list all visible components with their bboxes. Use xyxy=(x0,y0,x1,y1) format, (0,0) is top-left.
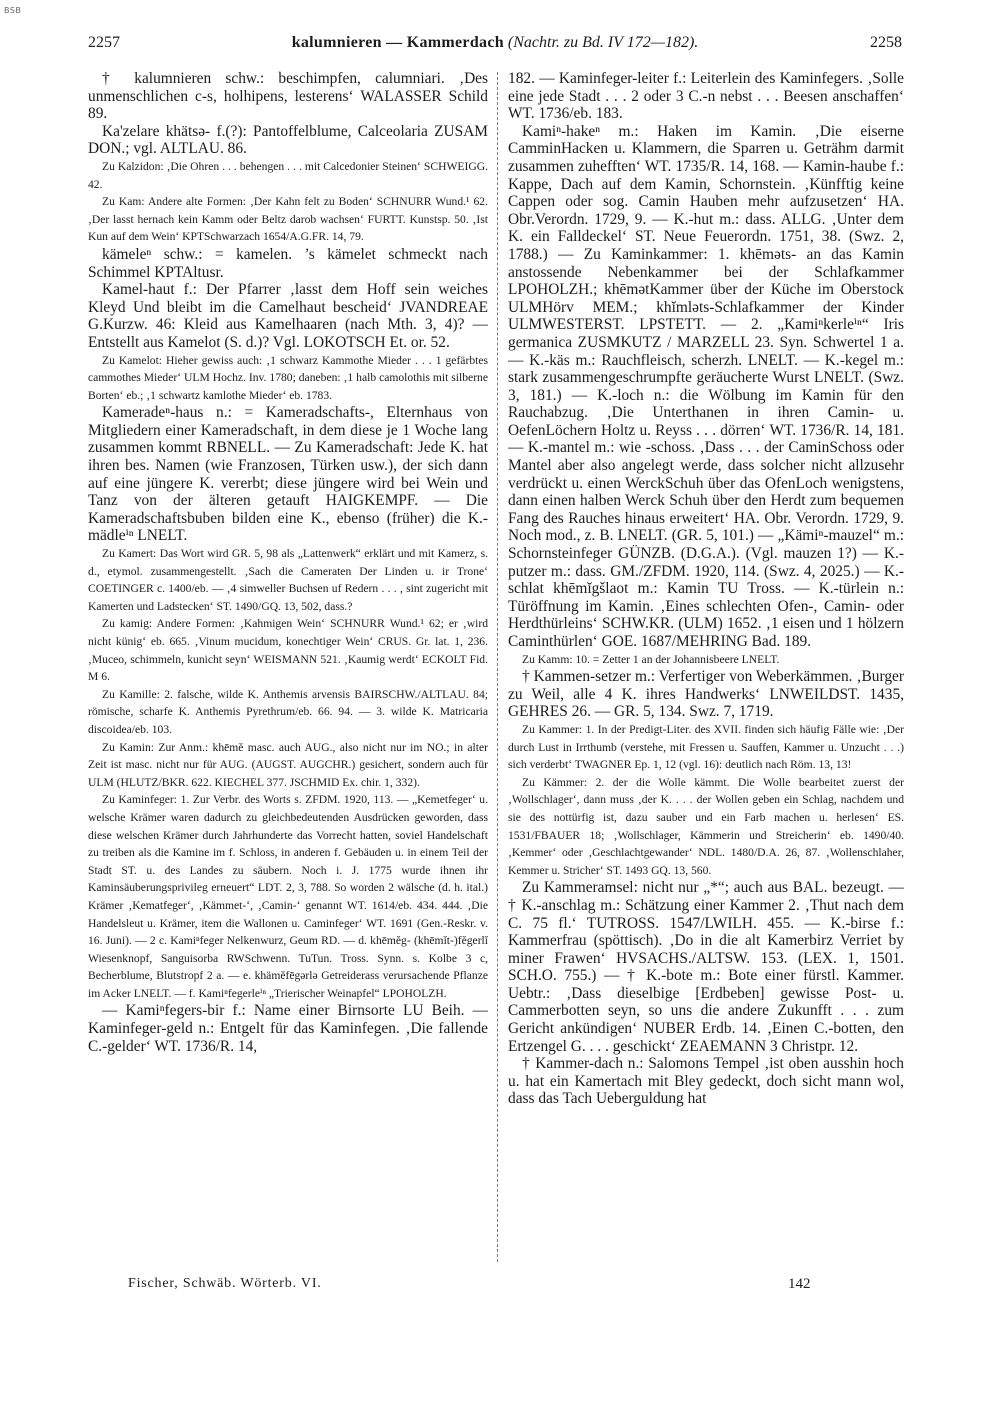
page-header xyxy=(88,34,902,58)
dictionary-entry: Zu Kamille: 2. falsche, wilde K. Anthemis arvensis BAIRSCHW./ALTLAU. 84; römische, scharfe K. Anthemis Pyrethrum/eb. 66. 94. — 3. wilde K. Matricaria discoidea/eb. 103. xyxy=(88,687,488,736)
dictionary-entry: Zu Kamin: Zur Anm.: khēmĕ masc. auch AUG., also nicht nur im NO.; in alter Zeit ist masc. nicht nur für AUG. (AUGST. AUGCHR.) gesichert, sondern auch für ULM (HLUTZ/BKR. 622. KIECHEL 377. JSCHMID Ex. chir. 1, 332). xyxy=(88,740,488,789)
footer-signature: 142 xyxy=(788,1276,811,1292)
dictionary-entry: Kameradeⁿ-haus n.: = Kameradschafts-, Elternhaus von Mitgliedern einer Kameradschaft, in dem diese je 1 Woche lang zusammen kommt RBNELL. — Zu Kameradschaft: Jede K. hat ihren bes. Namen (wie Franzosen, Türken usw.), der sich dann auf eine jüngere K. vererbt; diese jüngere wird bei Wein und Tanz von der älteren getauft HAIGKEMPF. — Die Kameradschaftsbuben bilden eine K., ebenso (früher) die K.-mädleⁱⁿ LNELT. xyxy=(88,404,488,545)
dictionary-entry: Zu Kämmer: 2. der die Wolle kämmt. Die Wolle bearbeitet zuerst der ‚Wollschlager‘, dann muss ‚der K. . . . der Wollen geben ein Schlag, nachdem und sie des nottürfig ist, dazu sauber und ein Farb machen u. herlesen‘ ES. 1531/FBAUER 18; ‚Wollschlager, Kämmerin und Streicherin‘ eb. 1490/40. ‚Kemmer‘ oder ‚Geschlachtgewander‘ NDL. 1480/D.A. 26, 87. ‚Wollenschlaher, Kemmer u. Stricher‘ ST. 1493 GQ. 13, 560. xyxy=(508,775,904,877)
running-title-note: (Nachtr. zu Bd. IV 172—182). xyxy=(507,34,699,51)
column-divider xyxy=(497,72,498,1262)
footer-source: Fischer, Schwäb. Wörterb. VI. xyxy=(128,1276,322,1291)
running-title xyxy=(88,34,902,52)
dictionary-entry: Zu Kamm: 10. = Zetter 1 an der Johannisbeere LNELT. xyxy=(522,652,780,666)
dictionary-entry: Zu Kammeramsel: nicht nur „*“; auch aus BAL. bezeugt. — † K.-anschlag m.: Schätzung einer Kammer 2. ‚Thut nach dem C. 75 fl.‘ TUTROSS. 1547/LWILH. 455. — K.-birse f.: Kammerfrau (spöttisch). ‚Do in die alt Kamerbirz Verriet by miner Frawen‘ HVSACHS./ALTSW. 153. (LEX. 1, 1501. SCH.O. 755.) — † K.-bote m.: Bote einer fürstl. Kammer. Uebtr.: ‚Dass dieselbige [Erdbeben] gewisse Post- u. Cammerbotten seyn, so uns die andere Zukunfft . . . zum Gericht ankündigen‘ NUBER Erdb. 14. ‚Einen C.-botten, den Ertzengel G. . . . geschickt‘ ZEAEMANN 3 Christpr. 12. xyxy=(508,879,904,1055)
right-column xyxy=(508,70,904,1270)
library-stamp: BSB xyxy=(4,6,22,15)
dictionary-entry: Ka'zelare khätsə- f.(?): Pantoffelblume, Calceolaria ZUSAM DON.; vgl. ALTLAU. 86. xyxy=(88,122,488,158)
dictionary-entry: Zu Kamert: Das Wort wird GR. 5, 98 als „Lattenwerk“ erklärt und mit Kamerz, s. d., etymol. zusammengestellt. ‚Sach die Cameraten Der Linden u. ir Trone‘ COETINGER c. 1400/eb. — ‚4 simweller Buchsen uf Redern . . . , sint zugericht mit Kamerten und Ladstecken‘ ST. 1490/GQ. 13, 502, dass.? xyxy=(88,547,488,613)
dictionary-entry: kämeleⁿ schw.: = kamelen. ’s kämelet schmeckt nach Schimmel KPTAltusr. xyxy=(88,245,488,281)
left-column xyxy=(88,70,488,1270)
dictionary-entry: Zu kamig: Andere Formen: ‚Kahmigen Wein‘ SCHNURR Wund.¹ 62; er ‚wird nicht künig‘ eb. 665. ‚Vinum mucidum, konechtiger Wein‘ CRUS. Gr. lat. 1, 236. ‚Muceo, schimmeln, kunicht seyn‘ WEISMANN 521. ‚Kaumig werdt‘ ECKOLT Fid. M 6. xyxy=(88,617,488,684)
dictionary-entry: Zu Kam: Andere alte Formen: ‚Der Kahn felt zu Boden‘ SCHNURR Wund.¹ 62. ‚Der lasst hernach kein Kamm oder Beltz darob wachsen‘ FURTT. Kunstsp. 50. ‚Ist Kun auf dem Wein‘ KPTSchwarzach 1654/A.G.FR. 14, 79. xyxy=(88,195,488,244)
dictionary-entry: Kamiⁿ-hakeⁿ m.: Haken im Kamin. ‚Die eiserne CamminHacken u. Klammern, die Sparren u. Geträhm darmit zusammen zuhefften‘ WT. 1735/R. 14, 168. — Kamin-haube f.: Kappe, Dach auf dem Kamin, Schornstein. ‚Künfftig keine Cappen oder sog. Camin Hauben mehr aufzusetzen‘ HA. Obr.Verordn. 1729, 9. — K.-hut m.: dass. ALLG. ‚Unter dem K. ein Falldeckel‘ ST. Neue Feuerordn. 1751, 38. (Swz. 2, 1788.) — Zu Kaminkammer: 1. khēmǝts- an das Kamin anstossende Nebenkammer bei der Schlafkammer LPOHOLZH.; khēmǝtKammer über der Küche im Oberstock ULMHörv MEM.; khĭmləts-Schlafkammer der Kinder ULMWESTERST. LPSTETT. — 2. „Kamiⁿkerleⁱⁿ“ Iris germanica ZUSMKUTZ / MARZELL 23. Syn. Schwertel 1 a. — K.-käs m.: Rauchfleisch, scherzh. LNELT. — K.-kegel m.: stark zusammengeschrumpfte geräucherte Wurst LNELT. (Swz. 3, 181.) — K.-loch n.: die Wölbung im Kamin für den Rauchabzug. ‚Die Unterthanen in ihren Camin- u. OefenLöchern Holtz u. Reyss . . . dörren‘ WT. 1736/R. 14, 181. — K.-mantel m.: wie -schoss. ‚Dass . . . der CaminSchoss oder Mantel aber also angelegt werde, dass solcher nicht allzusehr verdrückt u. einen WerckSchuh über das OfenLoch wenigstens, dann einen halben Werck Schuh über den Herdt zum bequemen Fang des Rauches hinaus erweitert‘ HA. Obr. Verordn. 1729, 9. Noch mod., z. B. LNELT. (GR. 5, 101.) — „Kämiⁿ-mauzel“ m.: Schornsteinfeger GÜNZB. (D.G.A.). (Vgl. mauzen 1?) — K.-putzer m.: dass. GM./ZFDM. 1920, 114. (Swz. 4, 2025.) — K.-schlat khēmĭgšlaot m.: Kamin TU Tross. — K.-türlein n.: Türöffnung im Kamin. ‚Eines schlechten Ofen-, Camin- oder Herdthürleins‘ SCHW.KR. (ULM) 1652. ‚1 eisen und 1 hölzern Caminthürlen‘ GOE. 1687/MEHRING Bad. 189. xyxy=(508,122,904,650)
page-number-right: 2258 xyxy=(870,34,902,51)
dictionary-entry: Zu Kalzidon: ‚Die Ohren . . . behengen . . . mit Calcedonier Steinen‘ SCHWEIGG. 42. xyxy=(88,159,488,191)
dictionary-entry: Zu Kammer: 1. In der Predigt-Liter. des XVII. finden sich häufig Fälle wie: ‚Der durch Lust in Irrthumb (verstehe, mit Fressen u. Sauffen, Kammer u. Unzucht . . .) sich verderbt‘ TWAGNER Ep. 1, 12 (vgl. 16): deutlich nach Röm. 13, 13! xyxy=(508,722,904,772)
dictionary-entry: † kalumnieren schw.: beschimpfen, calumniari. ‚Des unmenschlichen c-s, holhipens, lesterens‘ WALASSER Schild 89. xyxy=(88,70,488,123)
dictionary-entry: Kamel-haut f.: Der Pfarrer ‚lasst dem Hoff sein weiches Kleyd Und bleibt im die Camelhaut bescheid‘ JVANDREAE G.Kurzw. 46: Kleid aus Kamelhaaren (nach Mth. 3, 4)? — Entstellt aus Kamelot (S. d.)? Vgl. LOKOTSCH Et. or. 52. xyxy=(88,281,488,351)
dictionary-entry: † Kammen-setzer m.: Verfertiger von Weberkämmen. ‚Burger zu Weil, alle 4 K. ihres Handwerks‘ LNWEILDST. 1435, GEHRES 26. — GR. 5, 134. Swz. 7, 1719. xyxy=(508,668,904,721)
dictionary-entry: Zu Kamelot: Hieher gewiss auch: ‚1 schwarz Kammothe Mieder . . . 1 gefärbtes cammothes Mieder‘ ULM Hochz. Inv. 1780; daneben: ‚1 halb camolothis mit silberne Borten‘ eb.; ‚1 schwartz kamlothe Mieder‘ eb. 1783. xyxy=(88,353,488,402)
running-title-main: kalumnieren — Kammerdach xyxy=(291,34,504,51)
page-footer xyxy=(88,1276,902,1298)
dictionary-entry: Zu Kaminfeger: 1. Zur Verbr. des Worts s. ZFDM. 1920, 113. — „Kemetfeger‘ u. welsche Krämer waren dadurch zu gleichbedeutenden Ausdrücken geworden, dass diese welschen Krämer durch Jahrhunderte das Vorrecht hatten, soviel Handelschaft zu treiben als die Kamine im f. Schloss, in anderen f. Gebäuden u. in einem Teil der Stadt ST. u. des Landes zu säubern. Noch i. J. 1775 wurde ihnen ihr Kaminsäuberungsprivileg erneuert“ LDT. 2, 3, 788. So worden 2 wälsche (d. h. ital.) Krämer ‚Kematfeger‘, ‚Kämmet-‘, ‚Camin-‘ genannt WT. 1614/eb. 434. 444. ‚Die Handelsleut u. Krämer, item die Wallonen u. Caminfeger‘ WT. 1691 (Gen.-Reskr. v. 16. Juni). — 2 c. Kamiⁿfeger Nelkenwurz, Geum RD. — d. khēmĕg- (khēmĭt-)fĕgerlĭ Wiesenknopf, Sanguisorba RWSchwenn. TuTun. Tross. Synn. s. Kolbe 3 c, Becherblume, Blutstropf 2 a. — e. khämĕfēgərlə Getreiderass verursachende Pflanze im Acker LNELT. — f. Kamiⁿfegerleⁱⁿ „Trierischer Weinapfel“ LPOHOLZH. xyxy=(88,793,488,1000)
dictionary-entry: — Kamiⁿfegers-bir f.: Name einer Birnsorte LU Beih. — Kaminfeger-geld n.: Entgelt für das Kaminfegen. ‚Die fallende C.-gelder‘ WT. 1736/R. 14, xyxy=(88,1002,488,1055)
dictionary-entry: 182. — Kaminfeger-leiter f.: Leiterlein des Kaminfegers. ‚Solle eine jede Stadt . . . 2 oder 3 C.-n nebst . . . Beesen anschaffen‘ WT. 1736/eb. 183. xyxy=(508,70,904,123)
page-number-left: 2257 xyxy=(88,34,120,51)
dictionary-entry: † Kammer-dach n.: Salomons Tempel ‚ist oben ausshin hoch u. hat ein Kamertach mit Bley gedeckt, doch sicht mann wol, dass das Tach Ueberguldung hat xyxy=(508,1055,904,1108)
